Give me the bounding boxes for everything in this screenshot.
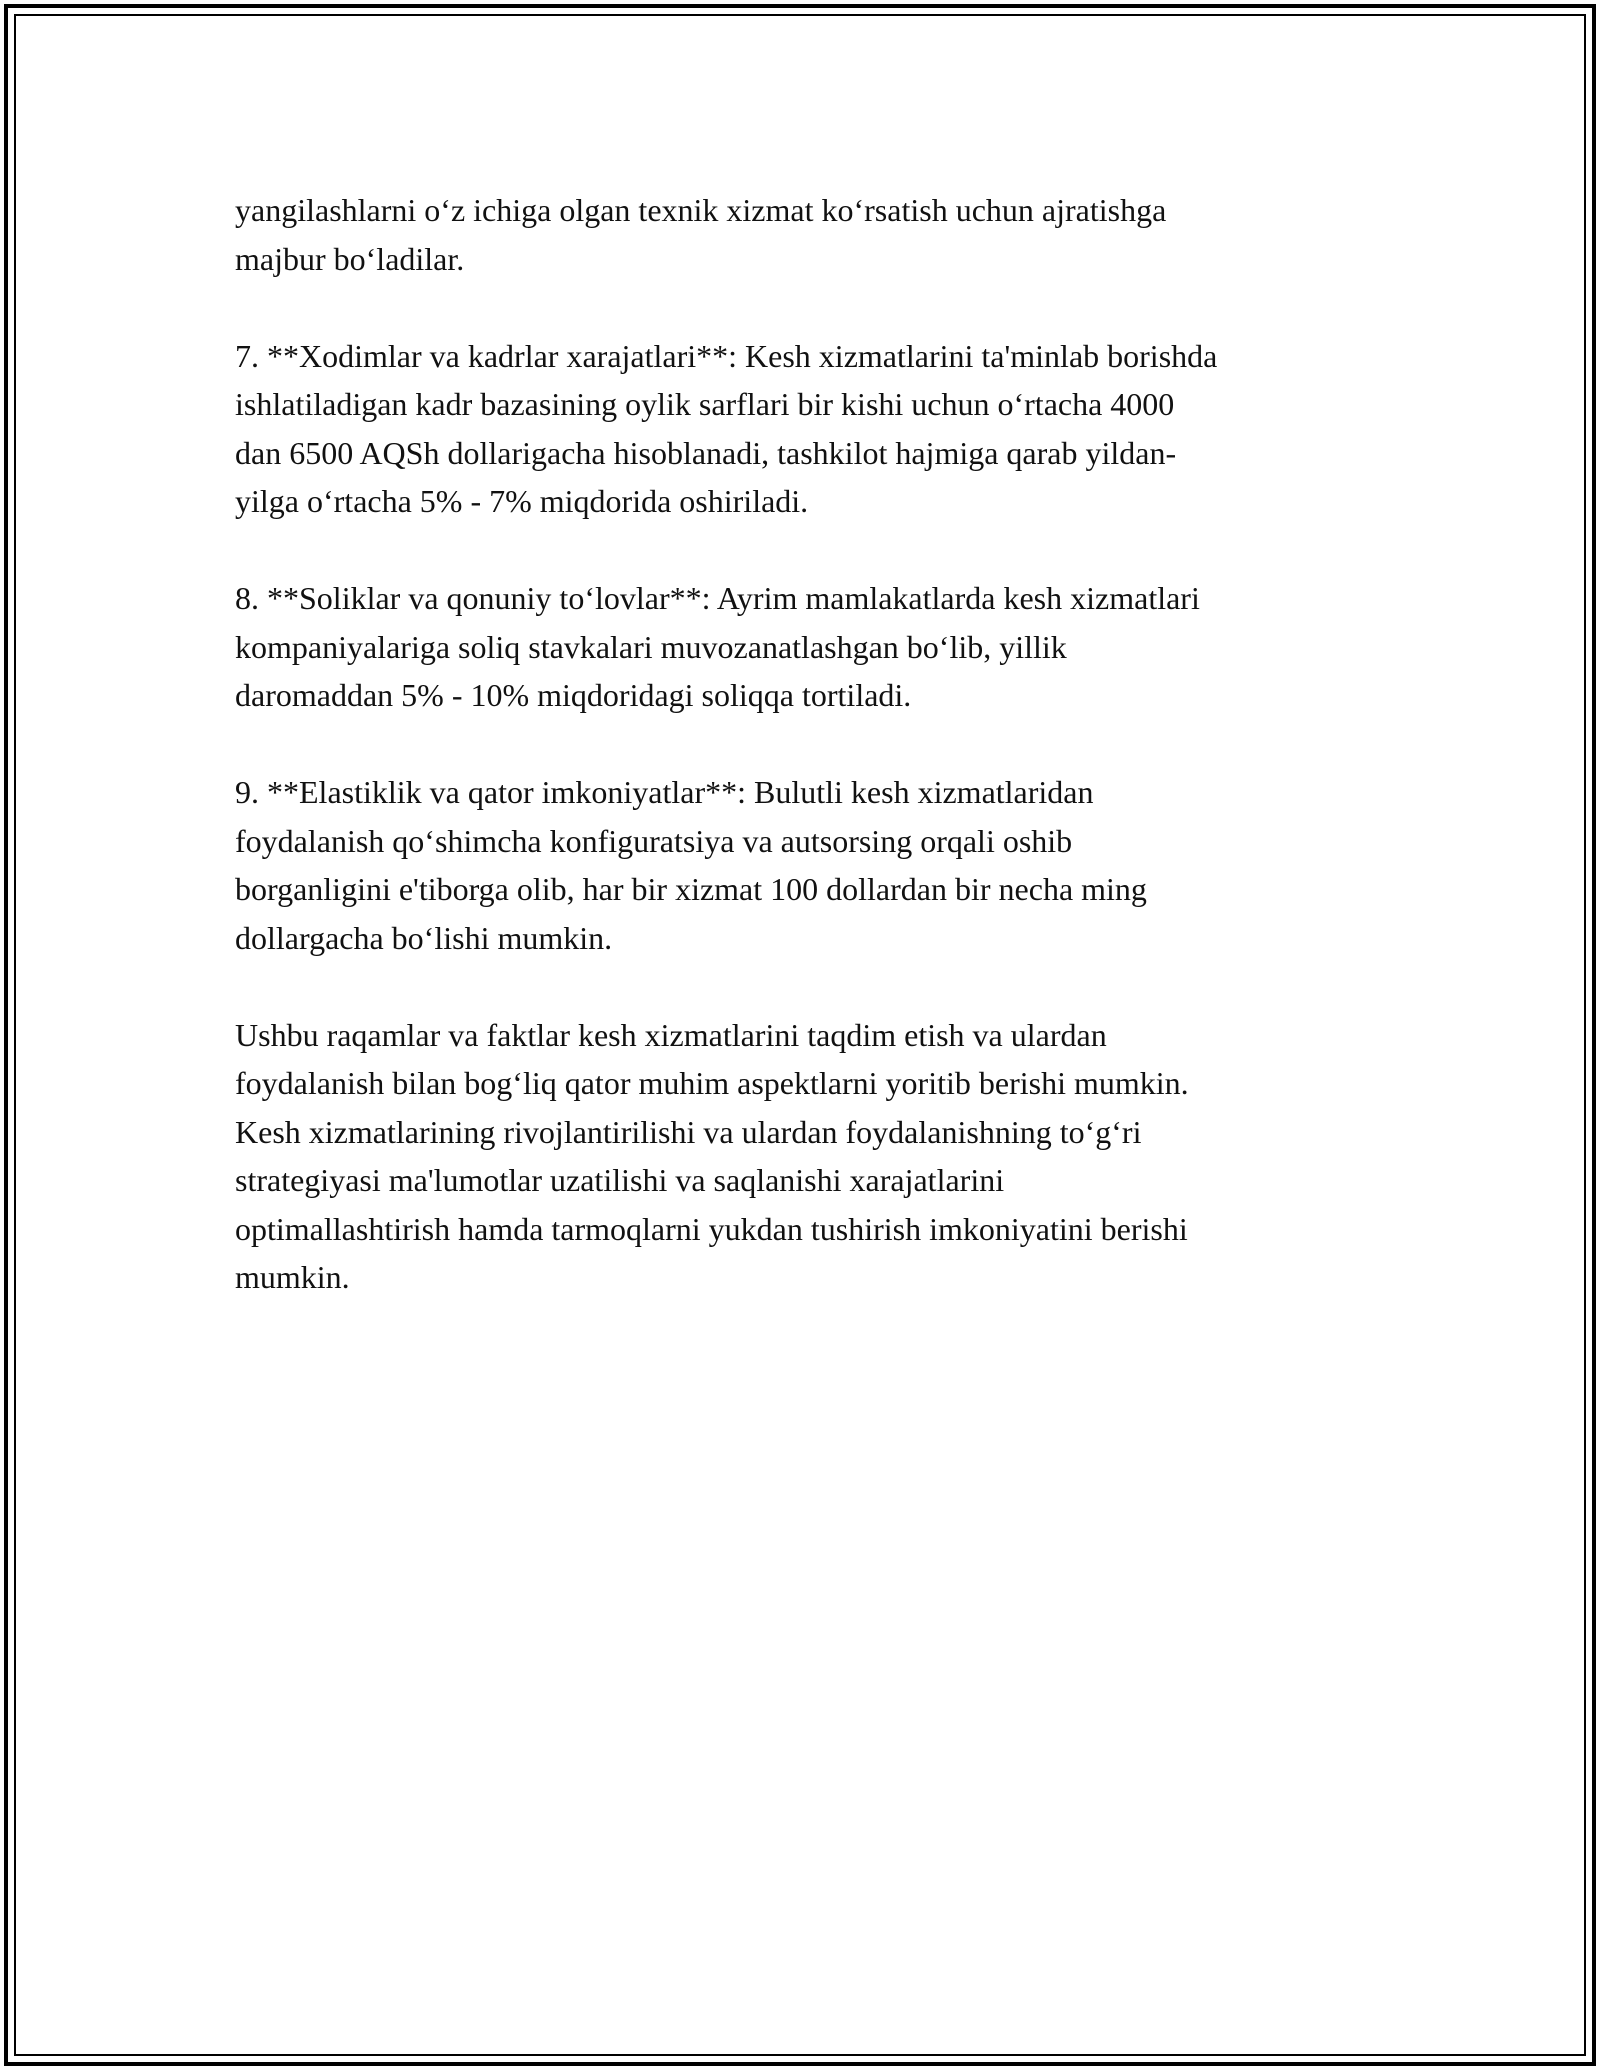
text-line: 8. **Soliklar va qonuniy to‘lovlar**: Ayrim mamlakatlarda kesh xizmatlari [235, 580, 1200, 616]
paragraph-item-7 [235, 332, 1365, 526]
text-line: daromaddan 5% - 10% miqdoridagi soliqqa tortiladi. [235, 677, 912, 713]
text-line: optimallashtirish hamda tarmoqlarni yukdan tushirish imkoniyatini berishi [235, 1210, 1188, 1247]
text-line: ishlatiladigan kadr bazasining oylik sarflari bir kishi uchun o‘rtacha 4000 [235, 386, 1175, 422]
text-line: mumkin. [235, 1259, 350, 1295]
text-line: strategiyasi ma'lumotlar uzatilishi va saqlanishi xarajatlarini [235, 1162, 1005, 1198]
paragraph-item-8 [235, 574, 1365, 720]
text-line: yangilashlarni o‘z ichiga olgan texnik xizmat ko‘rsatish uchun ajratishga [235, 192, 1167, 228]
text-line: Ushbu raqamlar va faktlar kesh xizmatlarini taqdim etish va ulardan [235, 1016, 1107, 1053]
text-line: foydalanish qo‘shimcha konfiguratsiya va autsorsing orqali oshib [235, 822, 1073, 859]
text-line: kompaniyalariga soliq stavkalari muvozanatlashgan bo‘lib, yillik [235, 628, 1067, 665]
paragraph-conclusion [235, 1011, 1365, 1302]
text-line: dan 6500 AQSh dollarigacha hisoblanadi, tashkilot hajmiga qarab yildan- [235, 434, 1177, 471]
paragraph-item-9 [235, 768, 1365, 962]
text-line: 9. **Elastiklik va qator imkoniyatlar**: Bulutli kesh xizmatlaridan [235, 774, 1094, 810]
text-line: yilga o‘rtacha 5% - 7% miqdorida oshiriladi. [235, 483, 809, 519]
text-line: borganligini e'tiborga olib, har bir xizmat 100 dollardan bir necha ming [235, 871, 1147, 907]
paragraph-continuation [235, 186, 1365, 283]
document-body [235, 186, 1365, 1350]
text-line: Kesh xizmatlarining rivojlantirilishi va ulardan foydalanishning to‘g‘ri [235, 1113, 1142, 1150]
text-line: majbur bo‘ladilar. [235, 240, 465, 277]
text-line: dollargacha bo‘lishi mumkin. [235, 919, 613, 956]
text-line: foydalanish bilan bog‘liq qator muhim aspektlarni yoritib berishi mumkin. [235, 1065, 1189, 1101]
text-line: 7. **Xodimlar va kadrlar xarajatlari**: Kesh xizmatlarini ta'minlab borishda [235, 337, 1218, 374]
